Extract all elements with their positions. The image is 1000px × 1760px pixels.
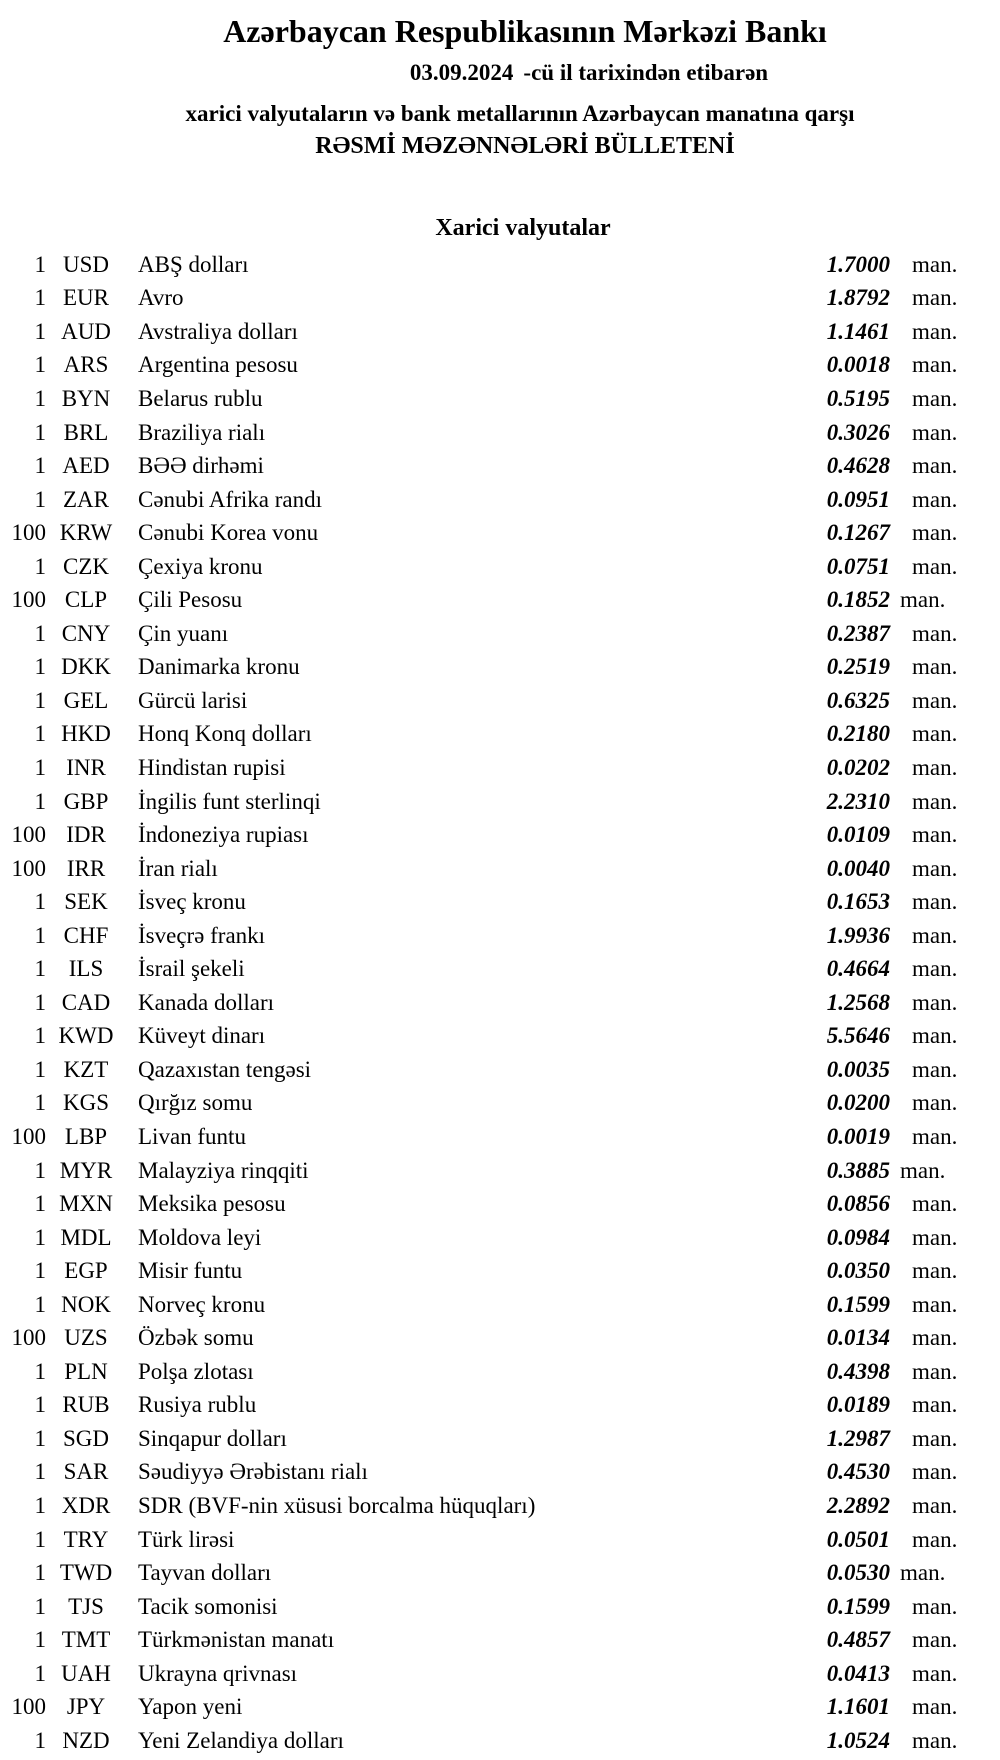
table-row xyxy=(0,919,1000,953)
unit-label: man. xyxy=(912,419,958,445)
rate-value: 0.0984 xyxy=(826,1224,890,1250)
unit-label: man. xyxy=(912,687,958,713)
table-row xyxy=(0,818,1000,852)
rate-value: 1.2568 xyxy=(826,989,890,1015)
currency-quantity: 1 xyxy=(34,989,46,1015)
rate-value: 0.4857 xyxy=(826,1627,890,1653)
currency-quantity: 1 xyxy=(34,553,46,579)
table-row xyxy=(0,1020,1000,1054)
currency-name: İran rialı xyxy=(138,855,218,881)
rate-value: 0.6325 xyxy=(826,687,890,713)
currency-quantity: 1 xyxy=(34,687,46,713)
currency-quantity: 1 xyxy=(34,788,46,814)
currency-quantity: 100 xyxy=(11,587,46,613)
table-row xyxy=(0,1590,1000,1624)
unit-label: man. xyxy=(912,285,958,311)
unit-label: man. xyxy=(912,822,958,848)
currency-name: Çexiya kronu xyxy=(138,553,263,579)
rate-value: 0.0200 xyxy=(826,1090,890,1116)
unit-label: man. xyxy=(912,1660,958,1686)
currency-code: EUR xyxy=(63,285,109,311)
rate-value: 0.4398 xyxy=(826,1358,890,1384)
effective-date-suffix: -cü il tarixindən etibarən xyxy=(523,60,769,85)
unit-label: man. xyxy=(912,553,958,579)
currency-name: Moldova leyi xyxy=(138,1224,262,1250)
currency-name: Yapon yeni xyxy=(138,1694,243,1720)
table-row xyxy=(0,617,1000,651)
currency-code: USD xyxy=(62,251,109,277)
document-title: Azərbaycan Respublikasının Mərkəzi Bankı xyxy=(223,13,827,49)
currency-name: Malayziya rinqqiti xyxy=(138,1157,309,1183)
currency-code: ZAR xyxy=(63,486,109,512)
currency-name: Misir funtu xyxy=(138,1258,243,1284)
bulletin-title: RƏSMİ MƏZƏNNƏLƏRİ BÜLLETENİ xyxy=(315,133,735,159)
table-row xyxy=(0,349,1000,383)
currency-code: JPY xyxy=(66,1694,106,1720)
table-row xyxy=(0,1456,1000,1490)
rate-value: 0.1267 xyxy=(826,520,890,546)
unit-label: man. xyxy=(912,1593,958,1619)
table-row xyxy=(0,1053,1000,1087)
currency-quantity: 100 xyxy=(11,520,46,546)
rate-value: 0.4530 xyxy=(826,1459,890,1485)
rate-value: 0.1653 xyxy=(826,889,890,915)
currency-quantity: 1 xyxy=(34,620,46,646)
currency-code: TMT xyxy=(61,1627,111,1653)
unit-label: man. xyxy=(912,922,958,948)
unit-label: man. xyxy=(900,1560,946,1586)
currency-quantity: 100 xyxy=(11,1123,46,1149)
table-row xyxy=(0,1221,1000,1255)
unit-label: man. xyxy=(912,385,958,411)
currency-quantity: 1 xyxy=(34,486,46,512)
currency-code: KWD xyxy=(58,1023,114,1049)
currency-quantity: 1 xyxy=(34,721,46,747)
currency-quantity: 1 xyxy=(34,1191,46,1217)
currency-code: EGP xyxy=(64,1258,108,1284)
currency-quantity: 1 xyxy=(34,754,46,780)
currency-quantity: 1 xyxy=(34,1090,46,1116)
currency-name: İsveçrə frankı xyxy=(138,922,266,948)
table-row xyxy=(0,651,1000,685)
rate-value: 1.1601 xyxy=(826,1694,890,1720)
currency-quantity: 1 xyxy=(34,1425,46,1451)
unit-label: man. xyxy=(912,721,958,747)
table-row xyxy=(0,1556,1000,1590)
rate-value: 2.2310 xyxy=(826,788,890,814)
rate-value: 0.1599 xyxy=(826,1593,890,1619)
table-row xyxy=(0,751,1000,785)
effective-date: 03.09.2024 xyxy=(409,60,514,85)
unit-label: man. xyxy=(912,1123,958,1149)
currency-name: Polşa zlotası xyxy=(138,1358,254,1384)
table-row xyxy=(0,449,1000,483)
currency-code: ARS xyxy=(63,352,109,378)
currency-code: DKK xyxy=(61,654,111,680)
unit-label: man. xyxy=(912,1459,958,1485)
unit-label: man. xyxy=(912,1425,958,1451)
table-row xyxy=(0,550,1000,584)
table-row xyxy=(0,416,1000,450)
unit-label: man. xyxy=(912,1526,958,1552)
currency-code: CHF xyxy=(63,922,109,948)
currency-name: Ukrayna qrivnası xyxy=(138,1660,298,1686)
currency-name: Rusiya rublu xyxy=(138,1392,257,1418)
currency-name: Meksika pesosu xyxy=(138,1191,286,1217)
currency-code: TWD xyxy=(59,1560,113,1586)
currency-quantity: 1 xyxy=(34,1493,46,1518)
currency-quantity: 1 xyxy=(34,1459,46,1485)
currency-code: SGD xyxy=(62,1425,109,1451)
currency-name: Yeni Zelandiya dolları xyxy=(138,1727,344,1753)
rate-value: 0.0040 xyxy=(826,855,890,881)
currency-code: CNY xyxy=(61,620,111,646)
table-row xyxy=(0,852,1000,886)
currency-name: Türkmənistan manatı xyxy=(138,1627,335,1653)
currency-name: Honq Konq dolları xyxy=(138,721,312,747)
unit-label: man. xyxy=(912,1224,958,1250)
currency-name: Avro xyxy=(138,285,184,311)
table-row xyxy=(0,1187,1000,1221)
unit-label: man. xyxy=(912,1191,958,1217)
currency-quantity: 1 xyxy=(34,1056,46,1082)
unit-label: man. xyxy=(912,1258,958,1284)
unit-label: man. xyxy=(912,620,958,646)
rate-value: 2.2892 xyxy=(826,1493,890,1518)
rate-value: 0.2387 xyxy=(826,620,890,646)
currency-name: Kanada dolları xyxy=(138,989,275,1015)
rate-value: 0.3885 xyxy=(826,1157,890,1183)
unit-label: man. xyxy=(912,1291,958,1317)
rate-value: 0.0501 xyxy=(826,1526,890,1552)
table-row xyxy=(0,315,1000,349)
currency-code: XDR xyxy=(61,1493,111,1518)
currency-quantity: 1 xyxy=(34,251,46,277)
currency-quantity: 1 xyxy=(34,1593,46,1619)
rate-value: 0.0413 xyxy=(826,1660,890,1686)
table-row xyxy=(0,952,1000,986)
currency-name: Küveyt dinarı xyxy=(138,1023,266,1049)
table-row xyxy=(0,1389,1000,1423)
currency-code: MDL xyxy=(60,1224,112,1250)
table-row xyxy=(0,1691,1000,1725)
rate-value: 0.0751 xyxy=(826,553,890,579)
table-row xyxy=(0,1087,1000,1121)
rate-value: 0.0035 xyxy=(826,1056,890,1082)
currency-code: BRL xyxy=(63,419,109,445)
rate-value: 0.0189 xyxy=(826,1392,890,1418)
rate-value: 5.5646 xyxy=(826,1023,890,1049)
currency-name: İngilis funt sterlinqi xyxy=(138,788,321,814)
currency-quantity: 1 xyxy=(34,1224,46,1250)
currency-quantity: 1 xyxy=(34,1526,46,1552)
rate-value: 1.9936 xyxy=(826,922,890,948)
currency-code: BYN xyxy=(61,385,111,411)
currency-quantity: 1 xyxy=(34,453,46,479)
table-row xyxy=(0,583,1000,617)
rate-value: 0.0134 xyxy=(826,1325,890,1351)
rate-value: 0.4628 xyxy=(826,453,890,479)
table-row xyxy=(0,785,1000,819)
currency-name: Çili Pesosu xyxy=(138,587,243,613)
table-row xyxy=(0,1623,1000,1657)
currency-quantity: 1 xyxy=(34,352,46,378)
table-row xyxy=(0,885,1000,919)
unit-label: man. xyxy=(900,1157,946,1183)
unit-label: man. xyxy=(912,1694,958,1720)
currency-name: Tayvan dolları xyxy=(138,1560,272,1586)
unit-label: man. xyxy=(912,956,958,982)
currency-code: GBP xyxy=(63,788,109,814)
currency-code: MYR xyxy=(59,1157,113,1183)
currency-name: Hindistan rupisi xyxy=(138,754,286,780)
rate-value: 0.0018 xyxy=(826,352,890,378)
rate-value: 0.4664 xyxy=(826,956,890,982)
rate-value: 0.0856 xyxy=(826,1191,890,1217)
table-row xyxy=(0,1489,1000,1523)
exchange-rates-table xyxy=(0,248,1000,1758)
table-row xyxy=(0,1355,1000,1389)
table-row xyxy=(0,248,1000,282)
unit-label: man. xyxy=(912,1493,958,1518)
effective-date-line xyxy=(410,58,768,87)
currency-name: Argentina pesosu xyxy=(138,352,298,378)
unit-label: man. xyxy=(912,352,958,378)
table-row xyxy=(0,1523,1000,1557)
currency-quantity: 1 xyxy=(34,1023,46,1049)
currency-name: Gürcü larisi xyxy=(138,687,248,713)
currency-quantity: 1 xyxy=(34,285,46,311)
unit-label: man. xyxy=(900,587,946,613)
rate-value: 1.0524 xyxy=(826,1727,890,1753)
currency-code: CLP xyxy=(64,587,108,613)
unit-label: man. xyxy=(912,989,958,1015)
rate-value: 0.0530 xyxy=(826,1560,890,1586)
currency-quantity: 1 xyxy=(34,1560,46,1586)
currency-name: Özbək somu xyxy=(138,1325,254,1351)
currency-code: TRY xyxy=(63,1526,109,1552)
currency-quantity: 100 xyxy=(11,1694,46,1720)
currency-quantity: 1 xyxy=(34,1258,46,1284)
table-row xyxy=(0,684,1000,718)
currency-code: AED xyxy=(62,453,110,479)
currency-code: IDR xyxy=(66,822,106,848)
currency-name: Cənubi Afrika randı xyxy=(138,486,322,512)
currency-quantity: 1 xyxy=(34,1660,46,1686)
currency-code: AUD xyxy=(61,318,111,344)
table-row xyxy=(0,1724,1000,1758)
unit-label: man. xyxy=(912,318,958,344)
unit-label: man. xyxy=(912,788,958,814)
unit-label: man. xyxy=(912,889,958,915)
currency-code: PLN xyxy=(64,1358,108,1384)
unit-label: man. xyxy=(912,1727,958,1753)
unit-label: man. xyxy=(912,855,958,881)
currency-name: Livan funtu xyxy=(138,1123,246,1149)
currency-name: Avstraliya dolları xyxy=(138,318,298,344)
currency-name: SDR (BVF-nin xüsusi borcalma hüquqları) xyxy=(138,1493,536,1518)
currency-quantity: 1 xyxy=(34,654,46,680)
currency-quantity: 1 xyxy=(34,1627,46,1653)
currency-quantity: 1 xyxy=(34,1157,46,1183)
unit-label: man. xyxy=(912,251,958,277)
currency-quantity: 1 xyxy=(34,318,46,344)
currency-code: KGS xyxy=(62,1090,109,1116)
table-row xyxy=(0,382,1000,416)
currency-code: KRW xyxy=(59,520,113,546)
rate-value: 1.2987 xyxy=(826,1425,890,1451)
currency-quantity: 1 xyxy=(34,419,46,445)
currency-quantity: 1 xyxy=(34,922,46,948)
currency-code: UAH xyxy=(61,1660,111,1686)
rate-value: 0.0109 xyxy=(826,822,890,848)
rate-value: 1.1461 xyxy=(826,318,890,344)
currency-code: CZK xyxy=(63,553,109,579)
unit-label: man. xyxy=(912,486,958,512)
table-row xyxy=(0,1322,1000,1356)
currency-quantity: 100 xyxy=(11,855,46,881)
table-row xyxy=(0,1422,1000,1456)
currency-name: Səudiyyə Ərəbistanı rialı xyxy=(138,1459,368,1485)
currency-quantity: 100 xyxy=(11,1325,46,1351)
currency-name: İsrail şekeli xyxy=(138,956,245,982)
rate-value: 0.1599 xyxy=(826,1291,890,1317)
unit-label: man. xyxy=(912,453,958,479)
currency-code: NZD xyxy=(62,1727,110,1753)
currency-quantity: 1 xyxy=(34,1291,46,1317)
currency-code: CAD xyxy=(61,989,111,1015)
currency-name: Norveç kronu xyxy=(138,1291,266,1317)
rate-value: 0.2519 xyxy=(826,654,890,680)
currency-name: Braziliya rialı xyxy=(138,419,266,445)
currency-code: KZT xyxy=(63,1056,109,1082)
currency-code: GEL xyxy=(63,687,109,713)
unit-label: man. xyxy=(912,1023,958,1049)
table-row xyxy=(0,282,1000,316)
table-row xyxy=(0,1657,1000,1691)
currency-code: LBP xyxy=(64,1123,108,1149)
currency-name: Cənubi Korea vonu xyxy=(138,520,319,546)
table-row xyxy=(0,986,1000,1020)
rate-value: 1.7000 xyxy=(826,251,890,277)
currency-name: İndoneziya rupiası xyxy=(138,822,309,848)
unit-label: man. xyxy=(912,1392,958,1418)
unit-label: man. xyxy=(912,520,958,546)
rate-value: 0.5195 xyxy=(826,385,890,411)
unit-label: man. xyxy=(912,654,958,680)
currency-name: Qazaxıstan tengəsi xyxy=(138,1056,312,1082)
rate-value: 0.0350 xyxy=(826,1258,890,1284)
currency-code: IRR xyxy=(66,855,106,881)
currency-code: SEK xyxy=(64,889,108,915)
currency-quantity: 1 xyxy=(34,385,46,411)
rate-value: 0.0951 xyxy=(826,486,890,512)
table-row xyxy=(0,718,1000,752)
unit-label: man. xyxy=(912,1358,958,1384)
document-subtitle: xarici valyutaların və bank metallarının Azərbaycan manatına qarşı xyxy=(185,101,855,126)
rate-value: 0.3026 xyxy=(826,419,890,445)
table-row xyxy=(0,1254,1000,1288)
table-row xyxy=(0,516,1000,550)
currency-code: TJS xyxy=(68,1593,104,1619)
currency-code: UZS xyxy=(64,1325,108,1351)
currency-code: NOK xyxy=(61,1291,111,1317)
currency-name: Tacik somonisi xyxy=(138,1593,278,1619)
currency-name: Sinqapur dolları xyxy=(138,1425,287,1451)
unit-label: man. xyxy=(912,1090,958,1116)
currency-code: RUB xyxy=(62,1392,110,1418)
rate-value: 0.1852 xyxy=(826,587,890,613)
table-row xyxy=(0,483,1000,517)
currency-quantity: 1 xyxy=(34,1358,46,1384)
unit-label: man. xyxy=(912,754,958,780)
currency-quantity: 1 xyxy=(34,956,46,982)
table-row xyxy=(0,1120,1000,1154)
currency-name: Qırğız somu xyxy=(138,1090,253,1116)
currency-quantity: 1 xyxy=(34,1727,46,1753)
unit-label: man. xyxy=(912,1056,958,1082)
currency-name: ABŞ dolları xyxy=(138,251,249,277)
rate-value: 0.0202 xyxy=(826,754,890,780)
currency-name: Çin yuanı xyxy=(138,620,229,646)
currency-name: Türk lirəsi xyxy=(138,1526,235,1552)
table-row xyxy=(0,1288,1000,1322)
rate-value: 1.8792 xyxy=(826,285,890,311)
currency-code: HKD xyxy=(61,721,111,747)
currency-quantity: 1 xyxy=(34,889,46,915)
currency-code: SAR xyxy=(63,1459,109,1485)
unit-label: man. xyxy=(912,1325,958,1351)
rate-value: 0.2180 xyxy=(826,721,890,747)
currency-name: İsveç kronu xyxy=(138,889,246,915)
currency-quantity: 100 xyxy=(11,822,46,848)
table-row xyxy=(0,1154,1000,1188)
currency-code: ILS xyxy=(68,956,104,982)
currency-name: Danimarka kronu xyxy=(138,654,300,680)
currency-code: INR xyxy=(66,754,106,780)
rate-value: 0.0019 xyxy=(826,1123,890,1149)
section-title-foreign-currencies: Xarici valyutalar xyxy=(435,215,611,241)
currency-quantity: 1 xyxy=(34,1392,46,1418)
currency-name: Belarus rublu xyxy=(138,385,263,411)
currency-code: MXN xyxy=(59,1191,113,1217)
currency-name: BƏƏ dirhəmi xyxy=(138,453,264,479)
unit-label: man. xyxy=(912,1627,958,1653)
